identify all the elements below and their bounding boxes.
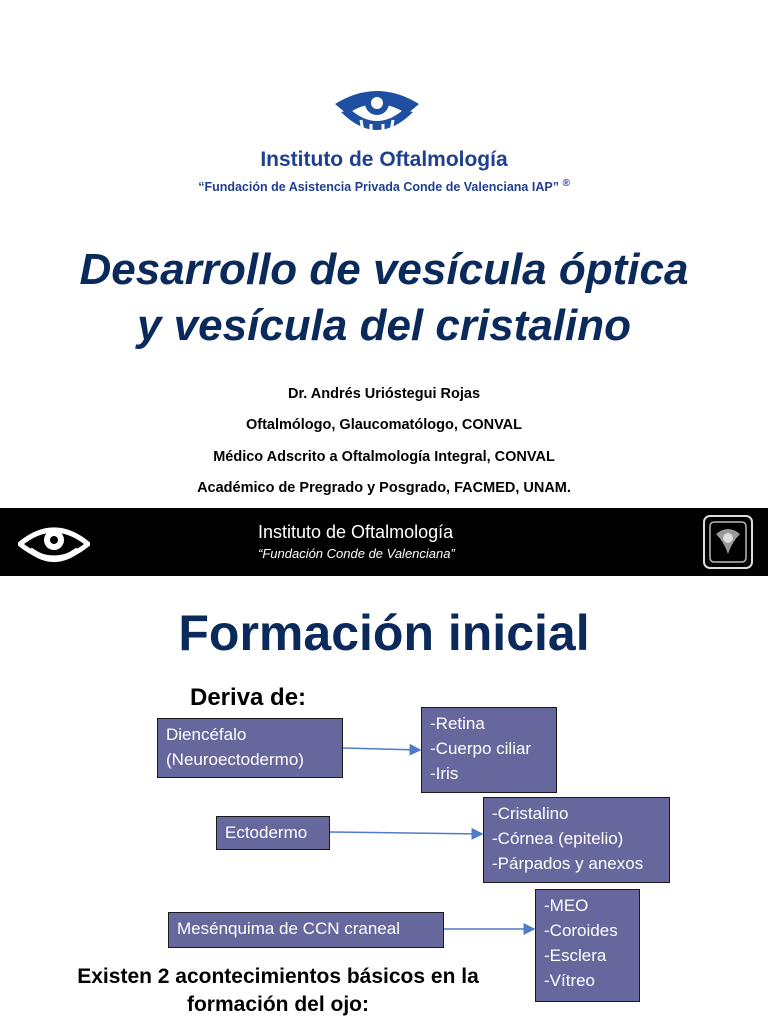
author-role-1: Oftalmólogo, Glaucomatólogo, CONVAL bbox=[245, 417, 523, 433]
presentation-title bbox=[0, 242, 768, 354]
source-line: Diencéfalo bbox=[166, 725, 247, 744]
band-institute-name: Instituto de Oftalmología bbox=[258, 522, 454, 542]
author-role-3: Académico de Pregrado y Posgrado, FACMED, UNAM. bbox=[197, 480, 571, 496]
institute-subtitle-text: “Fundación de Asistencia Privada Conde de Valenciana IAP” bbox=[198, 180, 559, 195]
target-line: -Córnea (epitelio) bbox=[492, 829, 624, 848]
target-line: -Iris bbox=[430, 764, 459, 783]
bottom-text-line-1: Existen 2 acontecimientos básicos en la bbox=[77, 965, 479, 988]
title-slide bbox=[0, 0, 768, 508]
arrow-ectodermo bbox=[330, 832, 482, 834]
title-line-1: Desarrollo de vesícula óptica bbox=[79, 245, 689, 294]
connector-arrows bbox=[0, 508, 768, 1024]
target-line: -Esclera bbox=[544, 946, 607, 965]
bottom-text-line-2: formación del ojo: bbox=[186, 993, 369, 1016]
target-line: -MEO bbox=[544, 896, 589, 915]
author-name: Dr. Andrés Urióstegui Rojas bbox=[287, 386, 481, 402]
source-line: Ectodermo bbox=[225, 823, 308, 842]
target-line: -Vítreo bbox=[544, 971, 596, 990]
source-line: Mesénquima de CCN craneal bbox=[177, 919, 400, 938]
title-line-2: y vesícula del cristalino bbox=[136, 301, 631, 350]
registered-mark: ® bbox=[562, 178, 570, 189]
target-line: -Coroides bbox=[544, 921, 618, 940]
target-line: -Párpados y anexos bbox=[492, 854, 644, 873]
target-line: -Retina bbox=[430, 714, 485, 733]
bottom-text bbox=[48, 963, 508, 1019]
eye-logo-icon bbox=[333, 86, 421, 138]
content-slide bbox=[0, 508, 768, 1024]
band-institute-subtitle: “Fundación Conde de Valenciana” bbox=[258, 546, 455, 561]
author-role-2: Médico Adscrito a Oftalmología Integral, CONVAL bbox=[213, 449, 555, 465]
target-line: -Cuerpo ciliar bbox=[430, 739, 532, 758]
source-line: (Neuroectodermo) bbox=[166, 750, 304, 769]
institute-name: Instituto de Oftalmología bbox=[260, 148, 508, 171]
derives-from-heading: Deriva de: bbox=[190, 684, 307, 711]
section-title: Formación inicial bbox=[178, 605, 590, 661]
institute-subtitle bbox=[0, 178, 768, 194]
target-line: -Cristalino bbox=[492, 804, 569, 823]
arrow-diencefalo bbox=[343, 748, 420, 750]
